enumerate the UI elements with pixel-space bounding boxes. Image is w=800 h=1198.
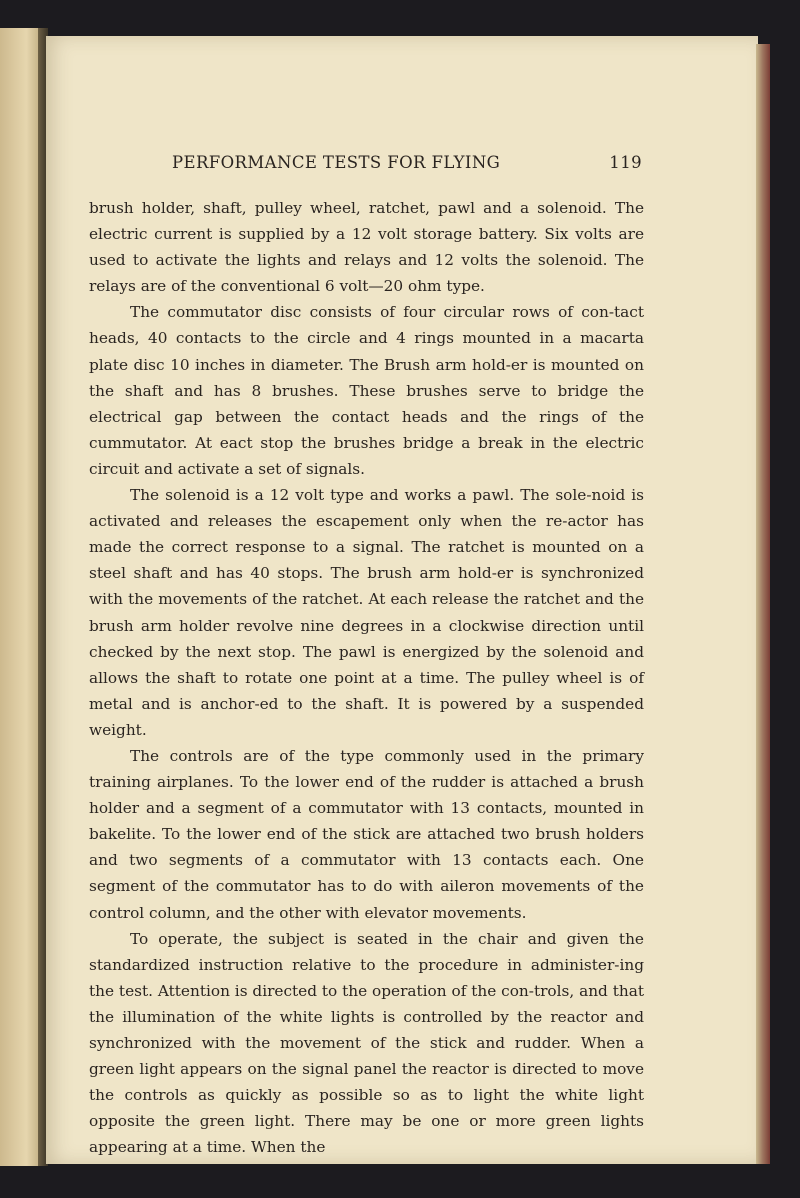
- paragraph: The controls are of the type commonly used in the primary training airplanes. To the lower end of the rudder is attached a brush holder and a segment of a commutator with 13 contacts, mounted in bakelite. To the lower end of the stick are attached two brush holders and two segments of a commutator with 13 contacts each. One segment of the commutator has to do with aileron movements of the control column, and the other with elevator movements.: [89, 746, 644, 922]
- page-header: [172, 153, 642, 175]
- paragraph: The solenoid is a 12 volt type and works a pawl. The sole-noid is activated and releases the escapement only when the re-actor has made the correct response to a signal. The ratchet is mounted on a steel shaft and has 40 stops. The brush arm hold-er is synchronized with the movements of the ratchet. At each release the ratchet and the brush arm holder revolve nine degrees in a clockwise direction until checked by the next stop. The pawl is energized by the solenoid and allows the shaft to rotate one point at a time. The pulley wheel is of metal and is anchor-ed to the shaft. It is powered by a suspended weight.: [89, 486, 644, 739]
- paragraph: The commutator disc consists of four circular rows of con-tact heads, 40 contacts to the circle and 4 rings mounted in a macarta plate disc 10 inches in diameter. The Brush arm hold-er is mounted on the shaft and has 8 brushes. These brushes serve to bridge the electrical gap between the contact heads and the rings of the cummutator. At eact stop the brushes bridge a break in the electric circuit and activate a set of signals.: [89, 303, 644, 478]
- page-fore-edge: [756, 44, 770, 1164]
- paragraph: brush holder, shaft, pulley wheel, ratchet, pawl and a solenoid. The electric current is supplied by a 12 volt storage battery. Six volts are used to activate the lights and relays and 12 volts the solenoid. The relays are of the conventional 6 volt—20 ohm type.: [89, 199, 644, 296]
- page-number: 119: [609, 153, 642, 172]
- paragraph: To operate, the subject is seated in the chair and given the standardized instruction relative to the procedure in administer-ing the test. Attention is directed to the operation of the con-trols, and that the illumination of the white lights is controlled by the reactor and synchronized with the movement of the stick and rudder. When a green light appears on the signal panel the reactor is directed to move the controls as quickly as possible so as to light the white light opposite the green light. There may be one or more green lights appearing at a time. When the: [89, 929, 644, 1157]
- body-text: [89, 195, 644, 1160]
- running-head: PERFORMANCE TESTS FOR FLYING: [172, 153, 501, 172]
